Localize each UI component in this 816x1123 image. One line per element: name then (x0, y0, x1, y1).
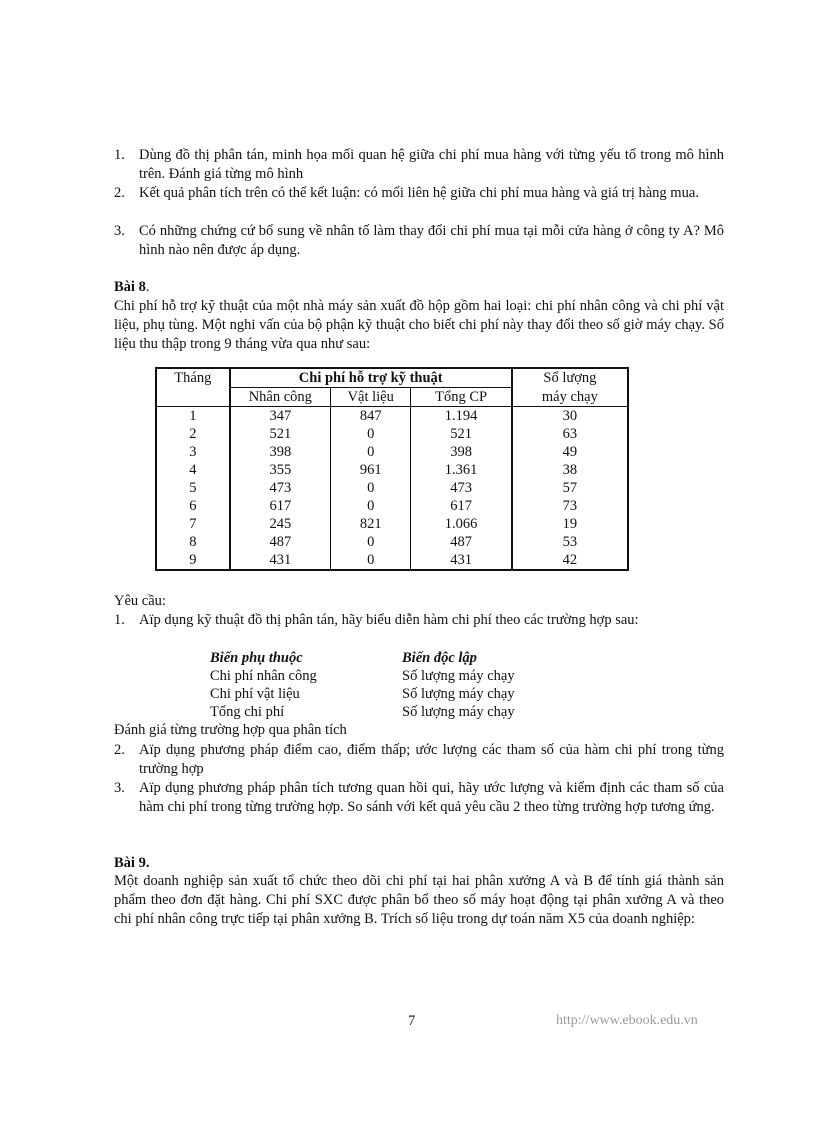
bai8-heading-label: Bài 8 (114, 279, 146, 295)
bai8-heading-tail: . (145, 279, 150, 295)
cell-qty: 30 (512, 407, 628, 426)
cell-tong-cp: 398 (450, 444, 472, 460)
cell-tong-cp: 431 (411, 551, 512, 570)
cell-nhan-cong: 473 (230, 479, 331, 497)
list-item (114, 741, 724, 779)
dependent-var: Tổng chi phí (210, 704, 285, 720)
table-row (156, 497, 628, 515)
list-number: 2. (114, 742, 125, 758)
list-item (114, 146, 724, 184)
list-number: 3. (114, 780, 125, 796)
list-number: 1. (114, 612, 125, 628)
cell-month: 9 (156, 551, 230, 570)
bai8-intro: Chi phí hỗ trợ kỹ thuật của một nhà máy sản xuất đồ hộp gồm hai loại: chi phí nhân công và chi phí vật liệu, phụ tùng. Một nghi vấn của bộ phận kỹ thuật cho biết chi phí này thay đổi theo số giờ máy chạy. Số liệu thu thập trong 9 tháng vừa qua như sau: (114, 298, 724, 352)
variable-table (210, 649, 515, 721)
cell-month: 5 (156, 479, 230, 497)
variable-row (210, 703, 515, 721)
cell-qty: 63 (512, 425, 628, 443)
list-item (114, 222, 724, 260)
cell-nhan-cong: 245 (230, 515, 331, 533)
independent-var: Số lượng máy chạy (402, 686, 515, 702)
list-text: Kết quả phân tích trên có thể kết luận: có mối liên hệ giữa chi phí mua hàng và giá trị hàng mua. (139, 185, 699, 201)
cell-nhan-cong: 521 (230, 425, 331, 443)
header-group: Chi phí hỗ trợ kỹ thuật (230, 368, 512, 388)
independent-var: Số lượng máy chạy (402, 704, 515, 720)
cell-qty: 38 (512, 461, 628, 479)
variable-row (210, 667, 515, 685)
cell-month: 2 (156, 425, 230, 443)
table-header-row (156, 368, 628, 388)
cell-tong-cp: 487 (450, 534, 472, 550)
cell-tong-cp: 473 (450, 480, 472, 496)
cell-nhan-cong: 431 (230, 551, 331, 570)
header-month: Tháng (156, 368, 230, 407)
list-text: Có những chứng cứ bổ sung về nhân tố làm thay đổi chi phí mua tại mỗi cửa hàng ở công ty A? Mô hình nào nên được áp dụng. (139, 223, 724, 258)
cell-qty: 53 (512, 533, 628, 551)
cell-vat-lieu: 847 (330, 407, 410, 426)
cell-vat-lieu: 0 (330, 497, 410, 515)
cell-month: 7 (156, 515, 230, 533)
table-row (156, 443, 628, 461)
table-row (156, 407, 628, 426)
independent-var: Số lượng máy chạy (402, 668, 515, 684)
list-number: 3. (114, 223, 125, 239)
evaluation-text: Đánh giá từng trường hợp qua phân tích (114, 722, 347, 738)
list-item (114, 184, 724, 203)
list-item (114, 779, 724, 817)
list-text: Aïp dụng phương pháp điểm cao, điểm thấp; ước lượng các tham số của hàm chi phí trong từng trường hợp (139, 742, 724, 777)
variable-header-row (210, 649, 515, 667)
table-row (156, 533, 628, 551)
bai9-heading: Bài 9. (114, 855, 150, 871)
header-qty-line1: Số lượng (512, 368, 628, 388)
dependent-var: Chi phí vật liệu (210, 686, 300, 702)
table-row (156, 515, 628, 533)
table-body (156, 407, 628, 571)
cell-tong-cp: 617 (450, 498, 472, 514)
table-row (156, 551, 628, 570)
list-number: 2. (114, 185, 125, 201)
cell-month: 8 (156, 533, 230, 551)
cell-qty: 42 (512, 551, 628, 570)
list-item (114, 611, 724, 630)
cell-vat-lieu: 961 (330, 461, 410, 479)
header-tong-cp: Tổng CP (411, 388, 512, 407)
cell-month: 4 (156, 461, 230, 479)
dependent-var-header: Biến phụ thuộc (210, 650, 303, 666)
header-qty-line2: máy chạy (512, 388, 628, 407)
cost-table (155, 367, 629, 571)
footer-url[interactable]: http://www.ebook.edu.vn (556, 1013, 698, 1028)
cell-nhan-cong: 355 (230, 461, 331, 479)
list-number: 1. (114, 147, 125, 163)
cell-vat-lieu: 0 (330, 551, 410, 570)
cell-month: 6 (156, 497, 230, 515)
cell-nhan-cong: 617 (230, 497, 331, 515)
list-text: Aïp dụng phương pháp phân tích tương quan hồi qui, hãy ước lượng và kiểm định các tham số của hàm chi phí trong từng trường hợp. So sánh với kết quả yêu cầu 2 theo từng trường hợp tương ứng. (139, 780, 724, 815)
page-number: 7 (408, 1013, 416, 1029)
bai8-heading (114, 278, 724, 297)
cell-vat-lieu: 0 (330, 533, 410, 551)
cell-nhan-cong: 487 (230, 533, 331, 551)
cell-qty: 73 (512, 497, 628, 515)
table-row (156, 479, 628, 497)
cell-month: 3 (156, 443, 230, 461)
cell-nhan-cong: 398 (230, 443, 331, 461)
table-row (156, 461, 628, 479)
cell-tong-cp: 1.361 (444, 462, 478, 478)
cell-qty: 57 (512, 479, 628, 497)
bai9-text: Một doanh nghiệp sản xuất tổ chức theo dõi chi phí tại hai phân xưởng A và B để tính giá thành sản phẩm theo đơn đặt hàng. Chi phí SXC được phân bổ theo số máy hoạt động tại phân xưởng A và theo chi phí nhân công trực tiếp tại phân xưởng B. Trích số liệu trong dự toán năm X5 của doanh nghiệp: (114, 873, 724, 927)
header-vat-lieu: Vật liệu (330, 388, 410, 407)
list-text: Aïp dụng kỹ thuật đồ thị phân tán, hãy biểu diễn hàm chi phí theo các trường hợp sau: (139, 612, 639, 628)
cell-tong-cp: 1.194 (444, 408, 478, 424)
requirements-label: Yêu cầu: (114, 593, 166, 609)
variable-row (210, 685, 515, 703)
cell-vat-lieu: 0 (330, 443, 410, 461)
cell-vat-lieu: 0 (330, 479, 410, 497)
cell-vat-lieu: 0 (330, 425, 410, 443)
list-text: Dùng đồ thị phân tán, minh họa mối quan hệ giữa chi phí mua hàng với từng yếu tố trong mô hình trên. Đánh giá từng mô hình (139, 147, 724, 182)
independent-var-header: Biến độc lập (402, 650, 477, 666)
cell-qty: 49 (512, 443, 628, 461)
header-nhan-cong: Nhân công (230, 388, 331, 407)
dependent-var: Chi phí nhân công (210, 668, 317, 684)
cell-tong-cp: 1.066 (444, 516, 478, 532)
cell-qty: 19 (512, 515, 628, 533)
table-row (156, 425, 628, 443)
cell-nhan-cong: 347 (230, 407, 331, 426)
cell-month: 1 (156, 407, 230, 426)
cell-tong-cp: 521 (450, 426, 472, 442)
cell-vat-lieu: 821 (330, 515, 410, 533)
